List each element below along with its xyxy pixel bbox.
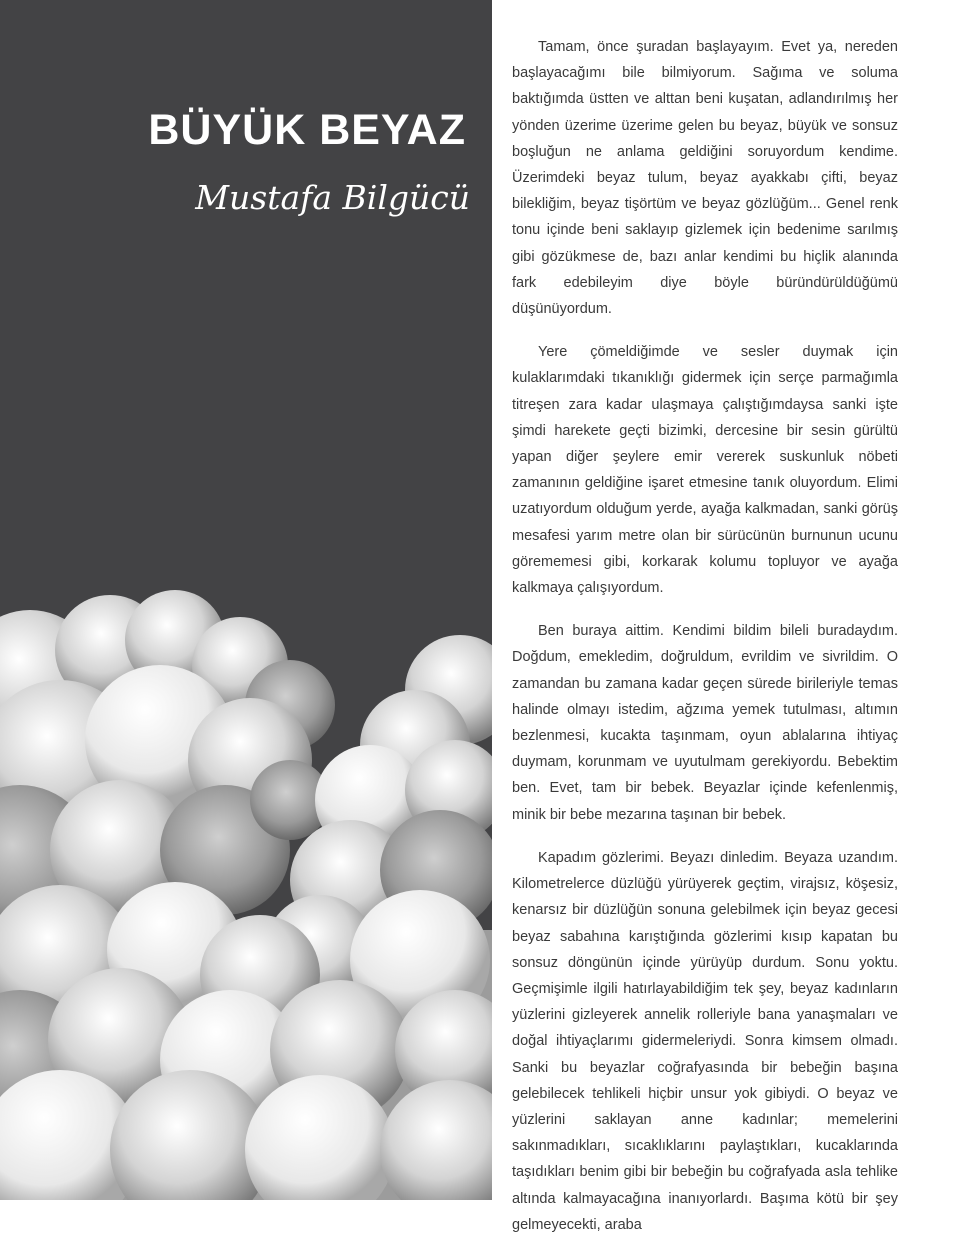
paragraph: Tamam, önce şuradan başlayayım. Evet ya, nereden başlayacağımı bile bilmiyorum. Sağıma ve soluma baktığımda üstten ve alttan beni kuşatan, adlandırılmış her yönden üzerime üzerime gelen bu beyaz, büyük ve sonsuz boşluğun ne anlama geldiğini soruyordum kendime. Üzerimdeki beyaz tulum, beyaz ayakkabı çifti, beyaz bilekliğim, beyaz tişörtüm ve beyaz gözlüğüm... Genel renk tonu içinde beni saklayıp gizlemek için bedenime sarılmış gibi gözükmese de, bazı anlar kendimi bu hiçlik alanında fark edebileyim diye böyle büründürüldüğümü düşünüyordum. xyxy=(512,39,898,318)
article-title: BÜYÜK BEYAZ xyxy=(148,106,466,154)
paragraph: Ben buraya aittim. Kendimi bildim bileli buradaydım. Doğdum, emekledim, doğruldum, evrildim ve sivrildim. O zamandan bu zamana kadar geçen sürede birileriyle temas halinde olmayı istedim, ağzıma yemek tutulması, altımın bezlenmesi, kucakta taşınmam, oyun ablalarına ihtiyaç duymam, korunmam ve uyutulmam gerekiyordu. Bebektim ben. Evet, tam bir bebek. Beyazlar içinde kefenlenmiş, minik bir bebe mezarına taşınan bir bebek. xyxy=(512,623,898,823)
paragraph: Kapadım gözlerimi. Beyazı dinledim. Beyaza uzandım. Kilometrelerce düzlüğü yürüyerek geçtim, virajsız, köşesiz, kenarsız bir düzlüğün sonuna gelebilmek için beyaz gecesi beyaz sabahına karıştığında gözlerimi kısıp kapatan bu sonsuz döngünün içinde yürüyüp durdum. Sonu yoktu. Geçmişimle ilgili hatırlayabildiğim tek şey, beyaz kadınların yüzlerini gizleyerek annelik rolleriyle bana yanaşmaları ve doğal ihtiyaçlarımı gidermeleriydi. Sonra kimsem olmadı. Sanki bu beyazlar coğrafyasında bir bebeğin başına gelebilecek tehlikeli hiçbir unsur yok gibiydi. O beyaz ve yüzlerini saklayan anne kadınlar; memelerini sakınmadıkları, sıcaklıklarını paylaştıkları, kucaklarında taşıdıkları benim gibi bir bebeğin bu coğrafyada asla tehlike altında kalmayacağına inanıyorlardı. Başıma kötü bir şey gelmeyecekti, araba xyxy=(512,849,898,1233)
article-body xyxy=(512,34,898,1255)
cover-panel xyxy=(0,0,492,1200)
paragraph: Yere çömeldiğimde ve sesler duymak için kulaklarımdaki tıkanıklığı gidermek için serçe parmağımla titreşen zara kadar ulaşmaya çalıştığımdaysa sanki işte şimdi harekete geçti bizimki, dercesine bir sesin gürültü yapan diğer şeylere emir vererek suskunluk nöbeti zamanının geldiğine işaret etmesine tanık oluyordum. Elimi uzatıyordum olduğum yerde, ayağa kalkmadan, sanki görüş mesafesi yarım metre olan bir sürücünün burnunun ucunu görememesi gibi, korkarak kolumu topluyor ve ayağa kalkmaya çalışıyordum. xyxy=(512,344,898,597)
author-name: Mustafa Bilgücü xyxy=(195,178,470,217)
